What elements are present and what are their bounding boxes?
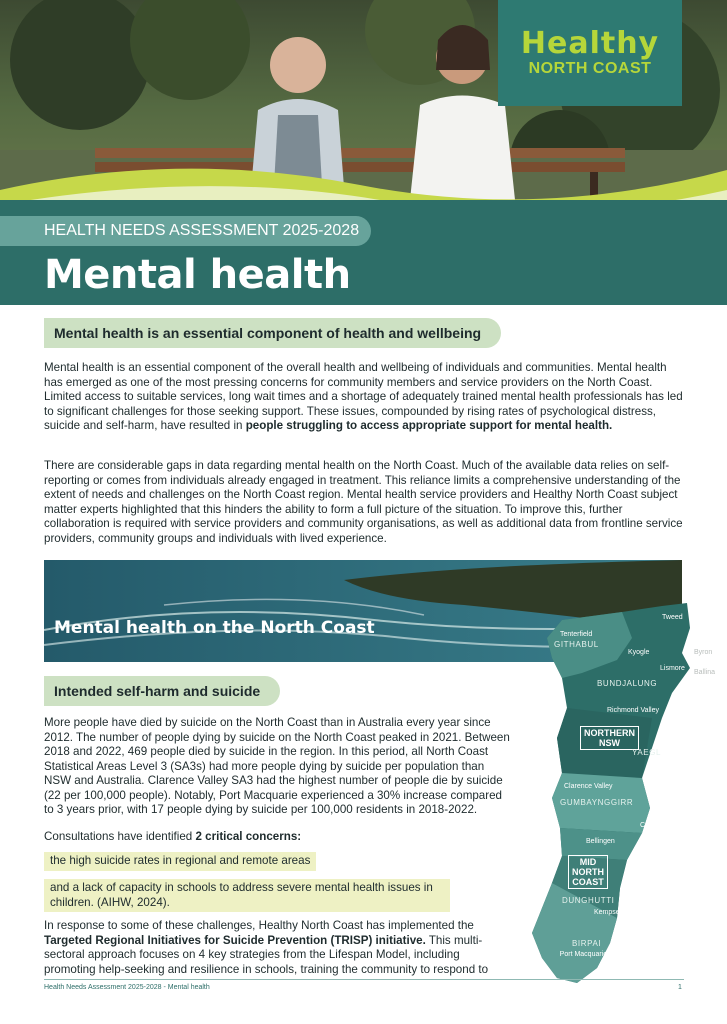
map-label-kyogle: Kyogle xyxy=(628,649,650,656)
region-line: MID xyxy=(579,857,597,867)
map-nation-yaegl: YAEGL xyxy=(632,748,662,757)
map-label-coffs-harbour: Coffs Harbour xyxy=(640,822,684,829)
section-heading-wellbeing: Mental health is an essential component of health and wellbeing xyxy=(44,318,501,348)
trisp-emphasis: Targeted Regional Initiatives for Suicide Prevention (TRISP) initiative. xyxy=(44,933,426,947)
map-nation-dunghutti: DUNGHUTTI xyxy=(562,896,615,905)
region-map-shape xyxy=(522,598,727,988)
page-number: 1 xyxy=(678,984,682,991)
intro-text: Mental health is an essential component of the overall health and wellbeing of individuals and communities. Mental health has emerged as one of the most pressing concerns for community members and service providers on the North Coast. Limited access to suitable services, long wait times and a shortage of adequately trained mental health professionals has led to significant challenges for those seeking support. These issues, compounded by rising rates of psychological distress, suicide and self-harm, have resulted in xyxy=(44,361,683,432)
data-gaps-paragraph: There are considerable gaps in data regarding mental health on the North Coast. Much of the available data relies on self-reporting or comes from individuals already engaged in treatment. This reliance limits a comprehensive understanding of the extent of needs and challenges on the North Coast region. Mental health service providers and Healthy North Coast subject matter experts highlighted that this hinders the ability to form a full picture of the situation. To improve this, further collaboration is required with service providers and community organisations, as well as additional data from frontline service providers, community groups and individuals with lived experience. xyxy=(44,459,683,545)
intro-paragraph xyxy=(44,361,684,434)
north-coast-map xyxy=(522,598,727,988)
map-label-byron: Byron xyxy=(694,649,713,656)
map-label-port-macquarie: Port Macquarie Hastings xyxy=(559,951,637,958)
section-heading-suicide: Intended self-harm and suicide xyxy=(44,676,280,706)
map-nation-gumbaynggirr: GUMBAYNGGIRR xyxy=(560,798,634,807)
region-line: COAST xyxy=(572,877,604,887)
trisp-text: This multi-sectoral approach focuses on 4 key strategies from the Lifespan Model, including promoting help-seeking and resilience in schools, training the community to respond to xyxy=(44,933,489,976)
map-region-northern-nsw xyxy=(580,726,639,750)
document-subtitle: HEALTH NEEDS ASSESSMENT 2025-2028 xyxy=(0,216,371,246)
logo-wordmark: Healthy xyxy=(520,26,660,61)
hero-header xyxy=(0,0,727,305)
concern-item: and a lack of capacity in schools to address severe mental health issues in children. (AIHW, 2024). xyxy=(44,879,450,912)
map-label-ballina: Ballina xyxy=(694,669,716,676)
intro-emphasis: people struggling to access appropriate support for mental health. xyxy=(245,419,613,432)
map-nation-bundjalung: BUNDJALUNG xyxy=(597,679,658,688)
trisp-paragraph xyxy=(44,919,514,977)
concerns-lead-emphasis: 2 critical concerns: xyxy=(195,830,302,843)
concern-item: the high suicide rates in regional and remote areas xyxy=(44,852,316,871)
map-region-mid-north-coast xyxy=(568,855,608,889)
map-nation-birpai: BIRPAI xyxy=(572,939,602,948)
page-title: Mental health xyxy=(44,252,351,298)
map-label-nambucca: Nambucca xyxy=(628,861,662,868)
concerns-lead xyxy=(44,830,514,845)
map-label-bellingen: Bellingen xyxy=(586,838,615,845)
map-label-tenterfield: Tenterfield xyxy=(560,631,593,638)
footer-divider xyxy=(44,979,684,980)
suicide-statistics-paragraph: More people have died by suicide on the North Coast than in Australia every year since 2012. The number of people dying by suicide on the North Coast peaked in 2021. Between 2018 and 2022, 469 people died by suicide in the region. In this period, all North Coast Statistical Areas Level 3 (SA3s) had more people dying by suicide per population than NSW and Australia. Clarence Valley SA3 had the highest number of people die by suicide (22 per 100,000 people). Notably, Port Macquarie experienced a 30% increase compared to 3 years prior, with 17 people dying by suicide per 100,000 residents in 2018-2022. xyxy=(44,716,510,816)
map-label-clarence-valley: Clarence Valley xyxy=(564,783,613,790)
region-line: NSW xyxy=(599,738,620,748)
coast-banner-title: Mental health on the North Coast xyxy=(54,618,375,638)
region-line: NORTH xyxy=(572,867,604,877)
map-label-lismore: Lismore xyxy=(660,665,685,672)
logo-subtext: NORTH COAST xyxy=(528,60,652,77)
footer-title: Health Needs Assessment 2025-2028 - Mental health xyxy=(44,984,210,991)
concerns-lead-text: Consultations have identified xyxy=(44,830,196,843)
region-line: NORTHERN xyxy=(584,728,635,738)
healthy-north-coast-logo xyxy=(498,0,682,106)
map-label-tweed: Tweed xyxy=(662,614,683,621)
trisp-text: In response to some of these challenges, Healthy North Coast has implemented the xyxy=(44,919,474,932)
map-label-kempsey: Kempsey xyxy=(594,909,624,916)
map-label-richmond-valley: Richmond Valley xyxy=(607,707,660,714)
map-nation-githabul: GITHABUL xyxy=(554,640,599,649)
